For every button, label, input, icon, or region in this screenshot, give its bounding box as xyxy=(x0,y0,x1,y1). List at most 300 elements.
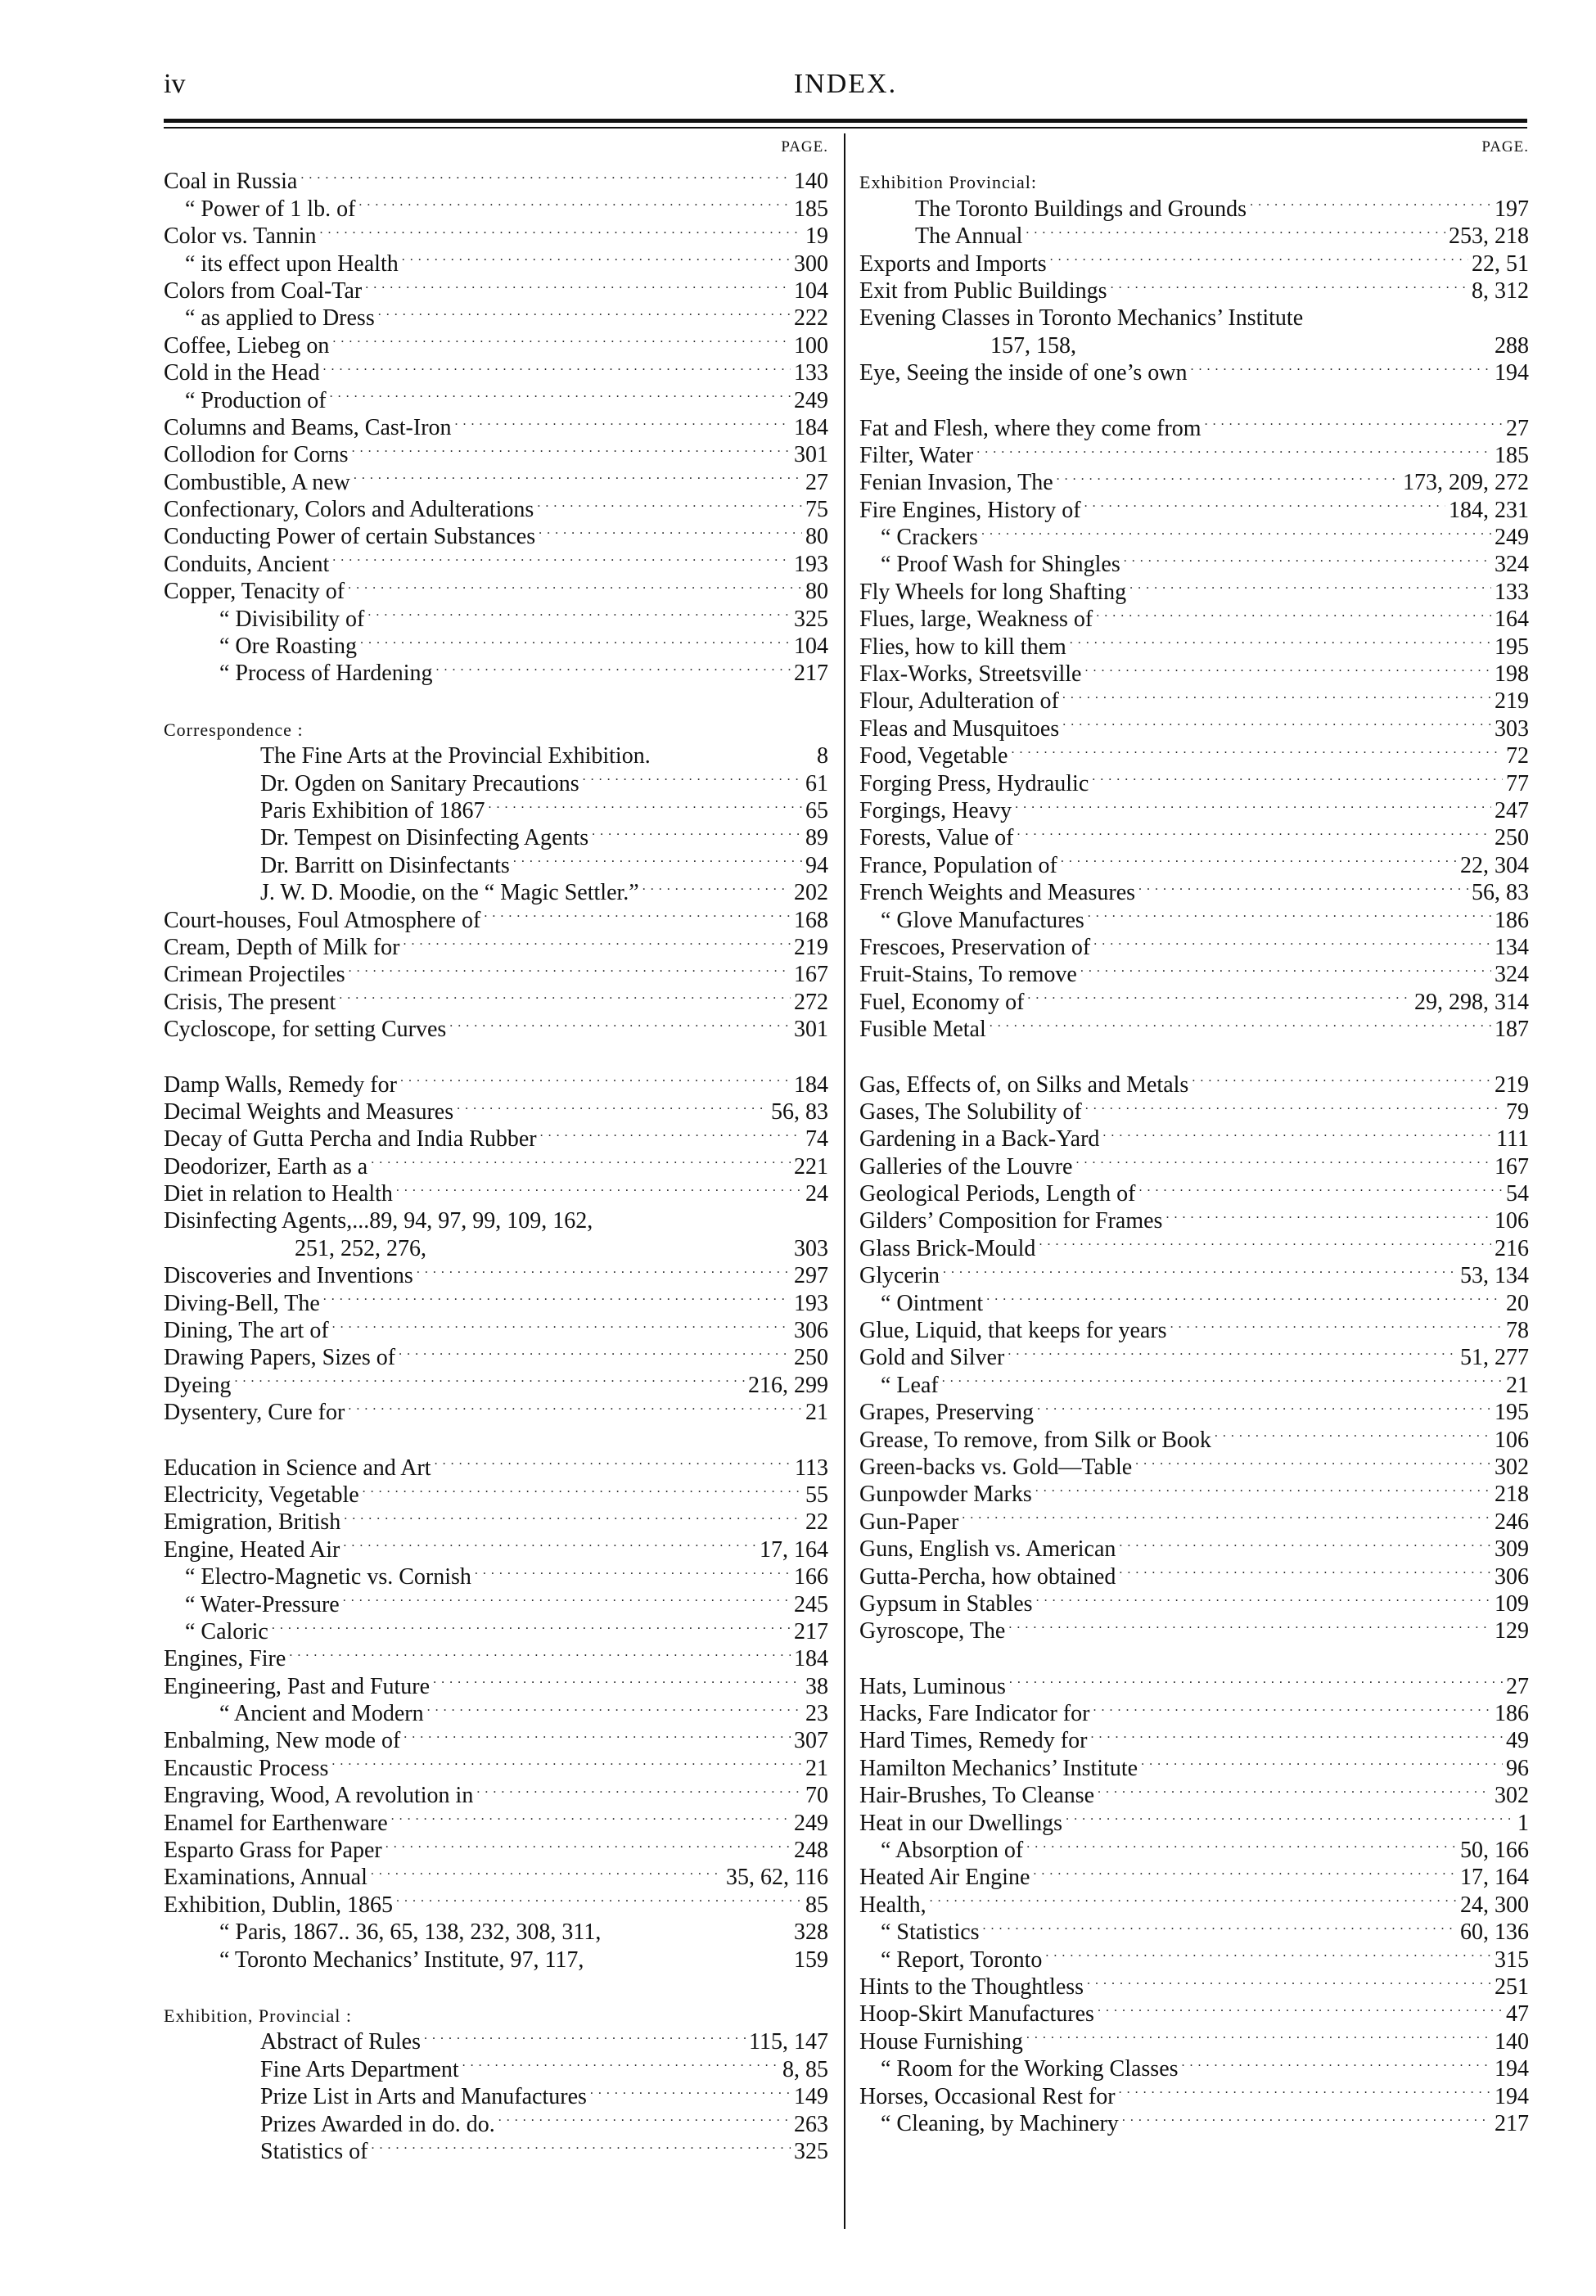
entry-page-number: 325 xyxy=(794,606,828,632)
entry-label: Galleries of the Louvre xyxy=(859,1153,1073,1180)
dot-leader xyxy=(939,1365,1503,1392)
entry-label: Fruit-Stains, To remove xyxy=(859,962,1077,988)
entry-label: Gutta-Percha, how obtained xyxy=(859,1563,1116,1590)
entry-label: Evening Classes in Toronto Mechanics’ Institute xyxy=(859,305,1304,332)
index-entry xyxy=(859,1501,1529,1535)
entry-label: Engine, Heated Air xyxy=(164,1536,340,1563)
entry-label: Fleas and Musquitoes xyxy=(859,715,1060,742)
dot-leader xyxy=(587,2077,791,2104)
entry-label: “ Cleaning, by Machinery xyxy=(881,2110,1119,2136)
entry-page-number: 249 xyxy=(794,1810,828,1836)
page-header xyxy=(164,64,1527,113)
entry-label: Emigration, British xyxy=(164,1509,341,1536)
entry-label: Exhibition, Dublin, 1865 xyxy=(164,1892,393,1918)
dot-leader xyxy=(1081,489,1445,516)
entry-page-number: 149 xyxy=(794,2084,828,2110)
entry-page-number: 50, 166 xyxy=(1460,1838,1529,1864)
page-number: iv xyxy=(164,69,186,99)
entry-label: Dr. Ogden on Sanitary Precautions xyxy=(260,770,579,796)
entry-label: Prize List in Arts and Manufactures xyxy=(260,2084,587,2110)
entry-page-number: 221 xyxy=(794,1153,828,1180)
entry-page-number: 27 xyxy=(1506,1673,1529,1699)
entry-page-number: 100 xyxy=(794,332,828,359)
entry-label: Drawing Papers, Sizes of xyxy=(164,1345,396,1371)
entry-label: “ Absorption of xyxy=(881,1838,1024,1864)
entry-page-number: 249 xyxy=(794,387,828,413)
index-entry xyxy=(859,1256,1529,1289)
dot-leader xyxy=(297,161,791,188)
dot-leader xyxy=(395,1337,791,1365)
entry-page-number: 140 xyxy=(794,169,828,195)
index-entry xyxy=(164,1392,828,1426)
entry-label: The Toronto Buildings and Grounds xyxy=(915,196,1247,222)
dot-leader xyxy=(352,1995,825,2022)
dot-leader xyxy=(1187,353,1491,380)
dot-leader xyxy=(375,298,791,325)
entry-label: Engraving, Wood, A revolution in xyxy=(164,1783,474,1809)
entry-page-number: 216, 299 xyxy=(748,1372,828,1398)
entry-label: Glue, Liquid, that keeps for years xyxy=(859,1318,1167,1344)
dot-leader xyxy=(978,517,1491,544)
dot-leader xyxy=(320,1283,791,1310)
dot-leader xyxy=(453,1092,768,1119)
entry-label: Hair-Brushes, To Cleanse xyxy=(859,1783,1095,1809)
entry-page-number: 328 xyxy=(794,1919,828,1946)
entry-label: Engineering, Past and Future xyxy=(164,1673,431,1699)
dot-leader xyxy=(432,653,791,680)
entry-page-number: 56, 83 xyxy=(1472,880,1529,906)
entry-label: “ Paris, 1867.. 36, 65, 138, 232, 308, 311, xyxy=(219,1919,602,1946)
dot-leader xyxy=(1013,818,1491,845)
dot-leader xyxy=(426,1228,791,1255)
dot-leader xyxy=(397,1064,791,1091)
dot-leader xyxy=(345,571,802,598)
entry-page-number: 303 xyxy=(1495,715,1529,742)
dot-leader xyxy=(431,1447,791,1474)
dot-leader xyxy=(1059,708,1491,735)
dot-leader xyxy=(940,1256,1457,1283)
entry-label: Deodorizer, Earth as a xyxy=(164,1153,368,1180)
entry-label: Hard Times, Remedy for xyxy=(859,1728,1088,1754)
dot-leader xyxy=(926,1884,1457,1911)
dot-leader xyxy=(1116,1556,1491,1583)
index-entry xyxy=(164,1256,828,1289)
entry-label: Forgings, Heavy xyxy=(859,797,1012,823)
dot-leader xyxy=(1090,927,1491,954)
index-entry xyxy=(859,1283,1529,1316)
entry-label: “ Room for the Working Classes xyxy=(881,2056,1179,2082)
entry-label: Crimean Projectiles xyxy=(164,962,345,988)
entry-label: Flues, large, Weakness of xyxy=(859,607,1093,633)
dot-leader xyxy=(534,489,802,516)
entry-page-number: 166 xyxy=(794,1564,828,1590)
entry-page-number: 306 xyxy=(1495,1563,1529,1590)
dot-leader xyxy=(382,1830,791,1857)
dot-leader xyxy=(1084,900,1491,927)
dot-leader xyxy=(1179,2049,1491,2076)
dot-leader xyxy=(980,1912,1457,1939)
entry-page-number: 184 xyxy=(794,414,828,440)
entry-page-number: 140 xyxy=(1495,2028,1529,2055)
dot-leader xyxy=(362,271,791,298)
entry-label: Dr. Barritt on Disinfectants xyxy=(260,852,510,878)
entry-page-number: 129 xyxy=(1495,1618,1529,1644)
dot-leader xyxy=(1005,1611,1491,1638)
entry-page-number: 159 xyxy=(794,1946,828,1973)
dot-leader xyxy=(1094,1775,1491,1802)
entry-page-number: 301 xyxy=(794,442,828,468)
entry-label: “ Water-Pressure xyxy=(185,1591,340,1617)
dot-leader xyxy=(473,1775,802,1802)
header-rule-thin xyxy=(164,127,1527,129)
entry-label: French Weights and Measures xyxy=(859,880,1136,906)
entry-page-number: 187 xyxy=(1495,1017,1529,1043)
entry-label: House Furnishing xyxy=(859,2028,1023,2055)
entry-label: Guns, English vs. American xyxy=(859,1536,1116,1563)
dot-leader xyxy=(1004,1337,1457,1365)
entry-label: Fine Arts Department xyxy=(260,2056,459,2082)
entry-page-number: 184, 231 xyxy=(1449,497,1529,523)
entry-label: Examinations, Annual xyxy=(164,1865,367,1891)
entry-page-number: 21 xyxy=(805,1400,828,1426)
entry-page-number: 38 xyxy=(805,1673,828,1699)
entry-page-number: 250 xyxy=(1495,825,1529,851)
dot-leader xyxy=(400,1721,791,1748)
index-entry xyxy=(859,1912,1529,1946)
entry-label: Crisis, The present xyxy=(164,989,336,1015)
dot-leader xyxy=(986,1009,1491,1036)
entry-label: 251, 252, 276, xyxy=(295,1235,426,1261)
entry-page-number: 197 xyxy=(1495,196,1529,222)
entry-page-number: 263 xyxy=(794,2111,828,2137)
entry-label: Damp Walls, Remedy for xyxy=(164,1071,397,1098)
entry-page-number: 186 xyxy=(1495,907,1529,933)
entry-page-number: 193 xyxy=(794,1290,828,1316)
entry-page-number: 303 xyxy=(794,1235,828,1261)
entry-label: Geological Periods, Length of xyxy=(859,1181,1136,1207)
entry-label: “ Statistics xyxy=(881,1919,980,1946)
dot-leader xyxy=(388,1802,791,1829)
entry-page-number: 288 xyxy=(1495,332,1529,359)
entry-page-number: 219 xyxy=(794,934,828,960)
entry-label: Hats, Luminous xyxy=(859,1673,1006,1699)
dot-leader xyxy=(459,2049,779,2076)
dot-leader xyxy=(1188,1064,1491,1091)
dot-leader xyxy=(537,1119,802,1146)
entry-label: Decimal Weights and Measures xyxy=(164,1098,454,1125)
entry-label: “ as applied to Dress xyxy=(185,305,375,332)
entry-page-number: 51, 277 xyxy=(1460,1345,1529,1371)
entry-page-number: 29, 298, 314 xyxy=(1414,989,1529,1015)
entry-page-number: 47 xyxy=(1506,2001,1529,2028)
dot-leader xyxy=(1135,1174,1503,1201)
entry-page-number: 21 xyxy=(805,1755,828,1781)
entry-label: Exhibition, Provincial : xyxy=(164,2005,352,2026)
dot-leader xyxy=(340,1502,802,1529)
entry-label: Gunpowder Marks xyxy=(859,1482,1032,1508)
dot-leader xyxy=(359,1475,802,1502)
entry-page-number: 250 xyxy=(794,1345,828,1371)
entry-label: “ Divisibility of xyxy=(219,606,365,632)
dot-leader xyxy=(400,927,791,954)
dot-leader xyxy=(1116,2076,1491,2103)
dot-leader xyxy=(1087,1721,1503,1748)
entry-page-number: 53, 134 xyxy=(1460,1263,1529,1289)
index-entry xyxy=(164,161,828,195)
entry-page-number: 17, 164 xyxy=(1460,1865,1529,1891)
entry-page-number: 248 xyxy=(794,1838,828,1864)
entry-page-number: 17, 164 xyxy=(760,1536,828,1563)
entry-page-number: 251 xyxy=(1495,1974,1529,2000)
entry-label: “ Process of Hardening xyxy=(219,661,433,687)
entry-page-number: 185 xyxy=(1495,442,1529,468)
dot-leader xyxy=(1012,791,1491,818)
dot-leader xyxy=(1032,1474,1491,1501)
entry-label: “ Ore Roasting xyxy=(219,634,357,660)
dot-leader xyxy=(317,216,802,243)
entry-page-number: 184 xyxy=(794,1646,828,1672)
entry-page-number: 193 xyxy=(794,551,828,577)
column-divider xyxy=(844,133,845,2229)
entry-label: Cycloscope, for setting Curves xyxy=(164,1017,447,1043)
entry-page-number: 300 xyxy=(794,250,828,277)
entry-page-number: 115, 147 xyxy=(749,2029,828,2055)
dot-leader xyxy=(1089,1694,1491,1721)
entry-page-number: 111 xyxy=(1496,1126,1529,1153)
index-entry xyxy=(859,1666,1529,1699)
index-entry xyxy=(859,1392,1529,1426)
entry-page-number: 184 xyxy=(794,1071,828,1098)
entry-page-number: 21 xyxy=(1506,1372,1529,1398)
entry-label: Glass Brick-Mould xyxy=(859,1235,1036,1261)
entry-label: Glycerin xyxy=(859,1263,940,1289)
dot-leader xyxy=(1099,1119,1493,1146)
index-entry xyxy=(164,1365,828,1398)
entry-label: Confectionary, Colors and Adulterations xyxy=(164,497,534,523)
entry-label: Hacks, Fare Indicator for xyxy=(859,1701,1090,1727)
entry-page-number: 185 xyxy=(794,196,828,222)
entry-label: Enbalming, New mode of xyxy=(164,1728,401,1754)
entry-page-number: 306 xyxy=(794,1318,828,1344)
entry-page-number: 65 xyxy=(805,797,828,823)
dot-leader xyxy=(1093,599,1491,626)
entry-label: Hints to the Thoughtless xyxy=(859,1974,1084,2000)
dot-leader xyxy=(327,380,791,407)
entry-label: Education in Science and Art xyxy=(164,1455,431,1481)
entry-page-number: 222 xyxy=(794,305,828,332)
dot-leader xyxy=(973,435,1491,462)
entry-page-number: 55 xyxy=(805,1482,828,1508)
dot-leader xyxy=(1008,736,1503,763)
entry-label: “ Leaf xyxy=(881,1372,939,1398)
entry-page-number: 216 xyxy=(1495,1235,1529,1261)
entry-label: Encaustic Process xyxy=(164,1755,329,1781)
entry-label: Disinfecting Agents,...89, 94, 97, 99, 109, 162, xyxy=(164,1208,593,1234)
entry-page-number: 297 xyxy=(794,1263,828,1289)
dot-leader xyxy=(329,1310,791,1337)
entry-page-number: 106 xyxy=(1495,1208,1529,1234)
entry-label: The Fine Arts at the Provincial Exhibition. xyxy=(260,743,651,769)
index-entry xyxy=(164,1447,828,1481)
dot-leader xyxy=(424,1694,802,1721)
entry-label: Gilders’ Composition for Frames xyxy=(859,1208,1163,1234)
entry-page-number: 24, 300 xyxy=(1460,1892,1529,1918)
entry-label: Fusible Metal xyxy=(859,1017,986,1043)
entry-label: Coal in Russia xyxy=(164,169,298,195)
entry-label: Enamel for Earthenware xyxy=(164,1810,388,1836)
dot-leader xyxy=(393,1174,802,1201)
entry-label: Gardening in a Back-Yard xyxy=(859,1126,1100,1153)
dot-leader xyxy=(1022,216,1445,243)
entry-page-number: 77 xyxy=(1506,770,1529,796)
entry-label: “ Proof Wash for Shingles xyxy=(881,552,1120,578)
index-entry xyxy=(859,353,1529,386)
entry-page-number: 217 xyxy=(794,1618,828,1644)
dot-leader xyxy=(350,462,802,489)
entry-label: Correspondence : xyxy=(164,719,304,740)
entry-list xyxy=(859,161,1529,2136)
entry-page-number: 167 xyxy=(794,962,828,988)
entry-page-number: 8, 85 xyxy=(782,2056,828,2082)
dot-leader xyxy=(328,1748,802,1775)
dot-leader xyxy=(639,873,791,900)
entry-label: Dr. Tempest on Disinfecting Agents xyxy=(260,825,589,851)
entry-page-number: 89 xyxy=(805,825,828,851)
entry-label: Coffee, Liebeg on xyxy=(164,332,330,359)
dot-leader xyxy=(1072,1146,1491,1173)
entry-label: Cream, Depth of Milk for xyxy=(164,934,400,960)
entry-label: J. W. D. Moodie, on the “ Magic Settler.” xyxy=(260,880,639,906)
entry-label: “ Caloric xyxy=(185,1618,268,1644)
entry-page-number: 315 xyxy=(1495,1946,1529,1973)
entry-page-number: 78 xyxy=(1506,1318,1529,1344)
dot-leader xyxy=(1084,1967,1491,1994)
dot-leader xyxy=(320,353,791,380)
dot-leader xyxy=(1034,1392,1491,1419)
entry-page-number: 22 xyxy=(805,1509,828,1536)
entry-page-number: 217 xyxy=(1495,2110,1529,2136)
entry-label: Health, xyxy=(859,1892,926,1918)
entry-page-number: 309 xyxy=(1495,1536,1529,1563)
index-section-heading xyxy=(164,708,828,740)
index-entry xyxy=(164,1064,828,1098)
entry-page-number: 8 xyxy=(817,743,828,769)
entry-label: Hamilton Mechanics’ Institute xyxy=(859,1755,1138,1781)
entry-page-number: 79 xyxy=(1506,1098,1529,1125)
dot-leader xyxy=(1023,2021,1491,2048)
dot-leader xyxy=(367,1857,723,1884)
dot-leader xyxy=(1107,271,1468,298)
entry-page-number: 167 xyxy=(1495,1153,1529,1180)
dot-leader xyxy=(983,1283,1503,1310)
entry-label: Cold in the Head xyxy=(164,360,320,386)
entry-page-number: 80 xyxy=(805,524,828,550)
entry-label: “ Production of xyxy=(185,387,327,413)
entry-page-number: 56, 83 xyxy=(771,1098,828,1125)
dot-leader xyxy=(1119,2104,1491,2131)
dot-leader xyxy=(329,544,791,571)
dot-leader xyxy=(601,1912,791,1939)
entry-label: Heated Air Engine xyxy=(859,1865,1030,1891)
entry-page-number: 325 xyxy=(794,2138,828,2164)
entry-page-number: 164 xyxy=(1495,607,1529,633)
dot-leader xyxy=(231,1365,745,1392)
dot-leader xyxy=(349,435,791,462)
dot-leader xyxy=(364,598,791,625)
dot-leader xyxy=(1062,1802,1514,1829)
dot-leader xyxy=(430,1666,802,1693)
entry-page-number: 23 xyxy=(805,1701,828,1727)
dot-leader xyxy=(413,1256,791,1283)
dot-leader xyxy=(1094,1994,1503,2021)
dot-leader xyxy=(1047,243,1468,270)
entry-page-number: 24 xyxy=(805,1181,828,1207)
entry-label: Collodion for Corns xyxy=(164,442,349,468)
entry-label: “ Toronto Mechanics’ Institute, 97, 117, xyxy=(219,1946,584,1973)
dot-leader xyxy=(1132,1447,1491,1474)
entry-label: Conducting Power of certain Substances xyxy=(164,524,536,550)
dot-leader xyxy=(399,243,791,270)
dot-leader xyxy=(1211,1419,1491,1446)
entry-page-number: 106 xyxy=(1495,1427,1529,1453)
entry-label: Esparto Grass for Paper xyxy=(164,1838,382,1864)
dot-leader xyxy=(651,736,814,763)
entry-label: Columns and Beams, Cast-Iron xyxy=(164,414,452,440)
dot-leader xyxy=(1089,763,1503,790)
entry-label: Heat in our Dwellings xyxy=(859,1810,1063,1836)
entry-page-number: 22, 304 xyxy=(1460,852,1529,878)
dot-leader xyxy=(1066,626,1491,653)
entry-page-number: 94 xyxy=(805,852,828,878)
entry-page-number: 60, 136 xyxy=(1460,1919,1529,1946)
entry-page-number: 249 xyxy=(1495,525,1529,551)
dot-leader xyxy=(340,1584,791,1611)
entry-page-number: 194 xyxy=(1495,2056,1529,2082)
entry-label: Flax-Works, Streetsville xyxy=(859,661,1082,688)
entry-label: “ Electro-Magnetic vs. Cornish xyxy=(185,1564,471,1590)
entry-label: “ Ointment xyxy=(881,1290,984,1316)
dot-leader xyxy=(1202,408,1503,435)
dot-leader xyxy=(446,1009,791,1036)
index-section-heading xyxy=(859,161,1529,193)
entry-label: The Annual xyxy=(915,223,1023,250)
entry-page-number: 173, 209, 272 xyxy=(1403,470,1529,496)
dot-leader xyxy=(1116,1529,1491,1556)
entry-label: “ its effect upon Health xyxy=(185,250,399,277)
entry-page-number: 1 xyxy=(1517,1810,1529,1836)
entry-label: Fat and Flesh, where they come from xyxy=(859,415,1202,441)
entry-page-number: 49 xyxy=(1506,1728,1529,1754)
entry-label: Gun-Paper xyxy=(859,1509,959,1535)
dot-leader xyxy=(336,981,791,1008)
entry-label: Gypsum in Stables xyxy=(859,1590,1033,1617)
index-column-left xyxy=(164,133,828,2233)
entry-page-number: 74 xyxy=(805,1126,828,1153)
entry-page-number: 272 xyxy=(794,989,828,1015)
entry-label: Flies, how to kill them xyxy=(859,634,1066,660)
entry-label: Gas, Effects of, on Silks and Metals xyxy=(859,1071,1189,1098)
entry-label: “ Report, Toronto xyxy=(881,1946,1043,1973)
entry-label: Statistics of xyxy=(260,2138,368,2164)
entry-label: Paris Exhibition of 1867 xyxy=(260,797,485,823)
entry-page-number: 104 xyxy=(794,277,828,304)
dot-leader xyxy=(1303,298,1526,325)
entry-page-number: 27 xyxy=(805,469,828,495)
entry-label: Discoveries and Inventions xyxy=(164,1263,413,1289)
entry-label: Conduits, Ancient xyxy=(164,551,330,577)
entry-label: Filter, Water xyxy=(859,442,974,468)
entry-label: Food, Vegetable xyxy=(859,743,1008,769)
